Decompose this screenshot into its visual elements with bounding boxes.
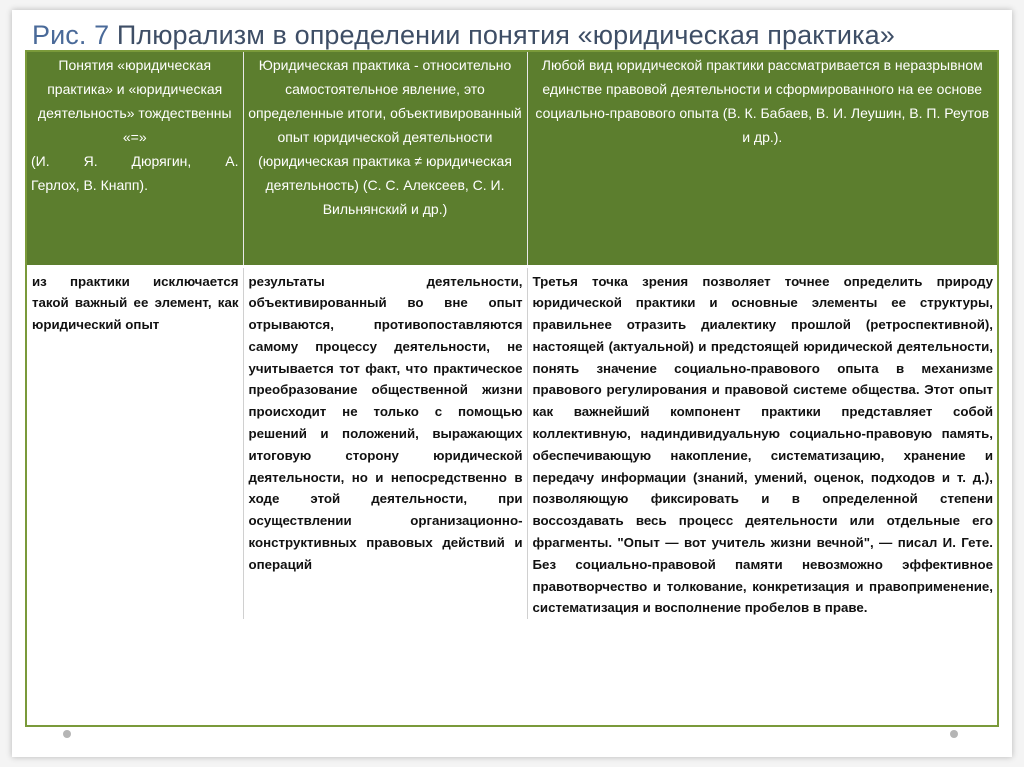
decor-dot-right bbox=[950, 730, 958, 738]
header-cell-separate bbox=[243, 52, 527, 266]
header-text-3: Любой вид юридической практики рассматривается в неразрывном единстве правовой деятельности и сформированного на ее основе социально-правового опыта (В. К. Бабаев, В. И. Леушин, В. П. Реутов и др.). bbox=[535, 57, 990, 145]
title-text: Плюрализм в определении понятия «юридическая практика» bbox=[116, 20, 895, 50]
header-cite-1b: Герлох, В. Кнапп). bbox=[31, 177, 148, 193]
table-header-row bbox=[27, 52, 997, 266]
table-body-row bbox=[27, 266, 997, 619]
body-cell-3: Третья точка зрения позволяет точнее определить природу юридической практики и основные элементы ее структуры, правильнее отразить диалектику прошлой (ретроспективной), настоящей (актуальной) и предстоящей юридической деятельности, понять значение социально-правового опыта в механизме правового регулирования и правовой системе общества. Этот опыт как важнейший компонент практики представляет собой коллективную, надиндивидуальную социально-правовую память, обеспечивающую накопление, систематизацию, хранение и передачу информации (знаний, умений, оценок, подходов и т. д.), позволяющую фиксировать и в определенной степени воссоздавать весь процесс деятельности или отдельные его фрагменты. "Опыт — вот учитель жизни вечной", — писал И. Гете. Без социально-правовой памяти невозможно эффективное правотворчество и толкование, конкретизация и правоприменение, систематизация и восполнение пробелов в праве. bbox=[527, 266, 997, 619]
body-cell-2: результаты деятельности, объективированный во вне опыт отрываются, противопоставляются самому процессу деятельности, не учитывается тот факт, что практическое преобразование общественной жизни происходит не только с помощью решений и положений, выражающих итоговую сторону юридической деятельности, но и непосредственно в ходе этой деятельности, при осуществлении организационно-конструктивных правовых действий и операций bbox=[243, 266, 527, 619]
page-title bbox=[32, 20, 1012, 51]
decor-dot-left bbox=[63, 730, 71, 738]
body-cell-1: из практики исключается такой важный ее элемент, как юридический опыт bbox=[27, 266, 243, 619]
figure-number: Рис. 7 bbox=[32, 20, 110, 50]
header-text-2: Юридическая практика - относительно самостоятельное явление, это определенные итоги, объективированный опыт юридической деятельности (юридическая практика ≠ юридическая деятельность) (С. С. Алексеев, С. И. Вильнянский и др.) bbox=[248, 57, 522, 217]
table-grid bbox=[27, 52, 997, 619]
comparison-table bbox=[25, 50, 999, 727]
header-cite-1: (И. Я. Дюрягин, А. bbox=[31, 153, 239, 169]
header-cell-unity bbox=[527, 52, 997, 266]
header-cell-identity bbox=[27, 52, 243, 266]
header-text-1: Понятия «юридическая практика» и «юридическая деятельность» тождественны «=» bbox=[37, 57, 232, 145]
